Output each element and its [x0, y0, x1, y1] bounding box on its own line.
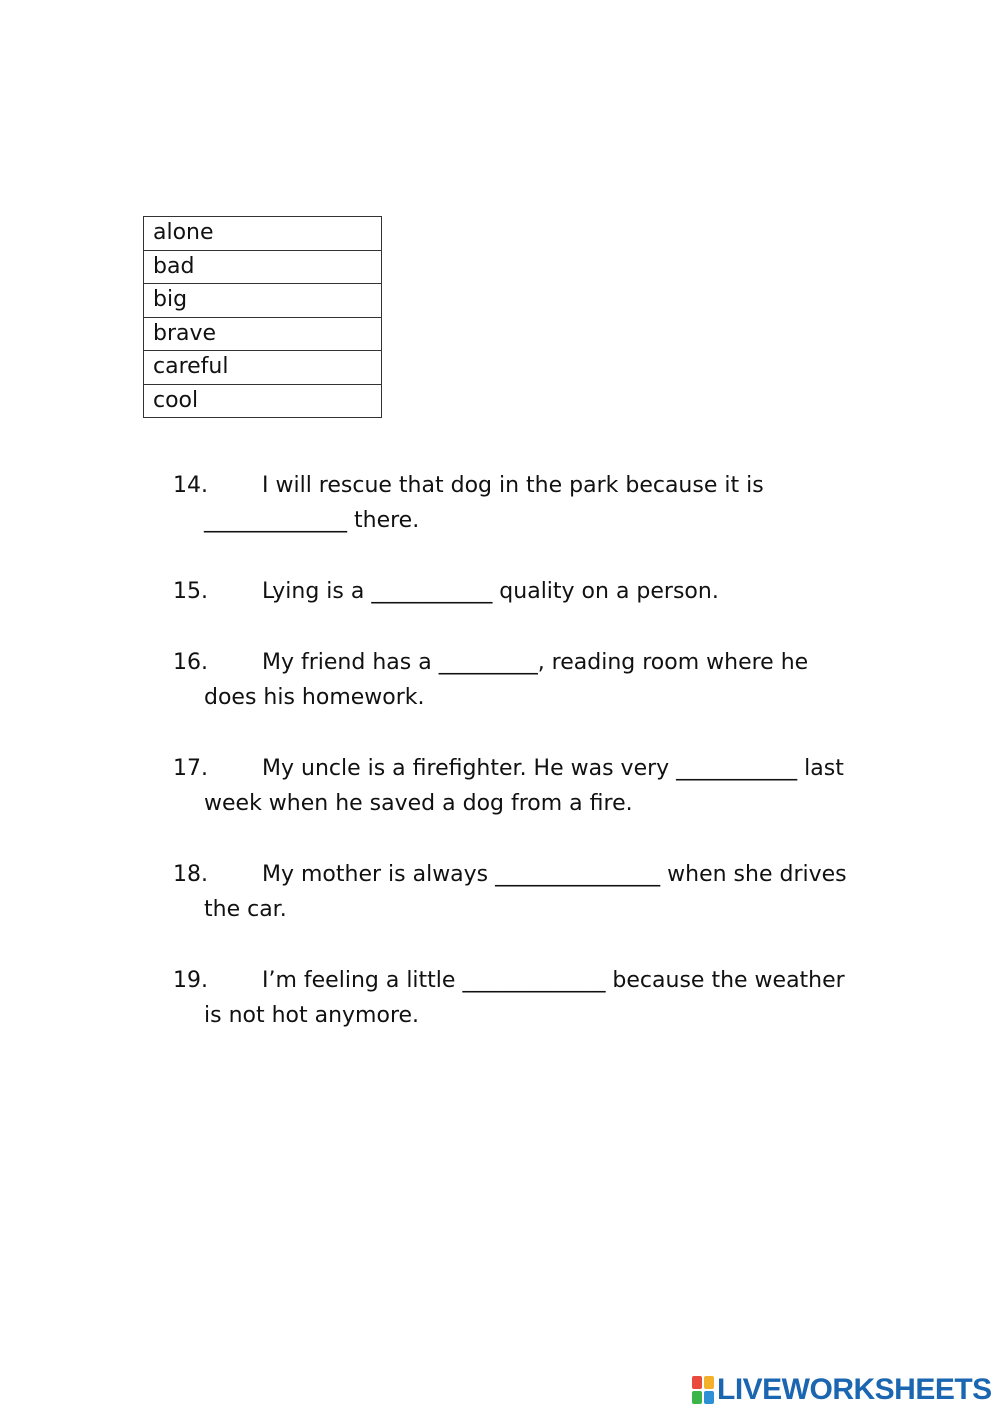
word-bank-row [144, 384, 382, 418]
word-bank-row [144, 284, 382, 318]
logo-square [704, 1376, 714, 1389]
question-text[interactable]: My uncle is a firefighter. He was very ___________ last week when he saved a dog from a fire. [204, 756, 844, 816]
logo-square [692, 1391, 702, 1404]
question-item [173, 468, 853, 538]
question-text[interactable]: I will rescue that dog in the park because it is _____________ there. [204, 473, 764, 533]
logo-square [704, 1391, 714, 1404]
question-item [173, 751, 853, 821]
question-number: 16. [173, 650, 208, 675]
question-text[interactable]: I’m feeling a little _____________ because the weather is not hot anymore. [204, 968, 845, 1028]
question-number: 14. [173, 473, 208, 498]
word-bank-row [144, 317, 382, 351]
liveworksheets-logo [692, 1373, 992, 1407]
word-bank-cell: careful [144, 351, 382, 385]
question-list [173, 468, 853, 1069]
word-bank-table [143, 216, 382, 418]
question-text[interactable]: My friend has a _________, reading room where he does his homework. [204, 650, 809, 710]
question-item [173, 645, 853, 715]
word-bank-cell: alone [144, 217, 382, 251]
question-number: 17. [173, 756, 208, 781]
word-bank-cell: big [144, 284, 382, 318]
question-number: 18. [173, 862, 208, 887]
word-bank-cell: bad [144, 250, 382, 284]
question-item [173, 963, 853, 1033]
word-bank-cell: brave [144, 317, 382, 351]
question-number: 19. [173, 968, 208, 993]
word-bank-row [144, 217, 382, 251]
question-text[interactable]: Lying is a ___________ quality on a person. [262, 579, 719, 604]
question-text[interactable]: My mother is always _______________ when she drives the car. [204, 862, 847, 922]
word-bank-row [144, 351, 382, 385]
word-bank-row [144, 250, 382, 284]
liveworksheets-logo-icon [692, 1376, 714, 1404]
question-number: 15. [173, 579, 208, 604]
word-bank-cell: cool [144, 384, 382, 418]
question-item [173, 857, 853, 927]
question-item [173, 574, 853, 609]
logo-text: LIVEWORKSHEETS [717, 1373, 992, 1406]
logo-square [692, 1376, 702, 1389]
